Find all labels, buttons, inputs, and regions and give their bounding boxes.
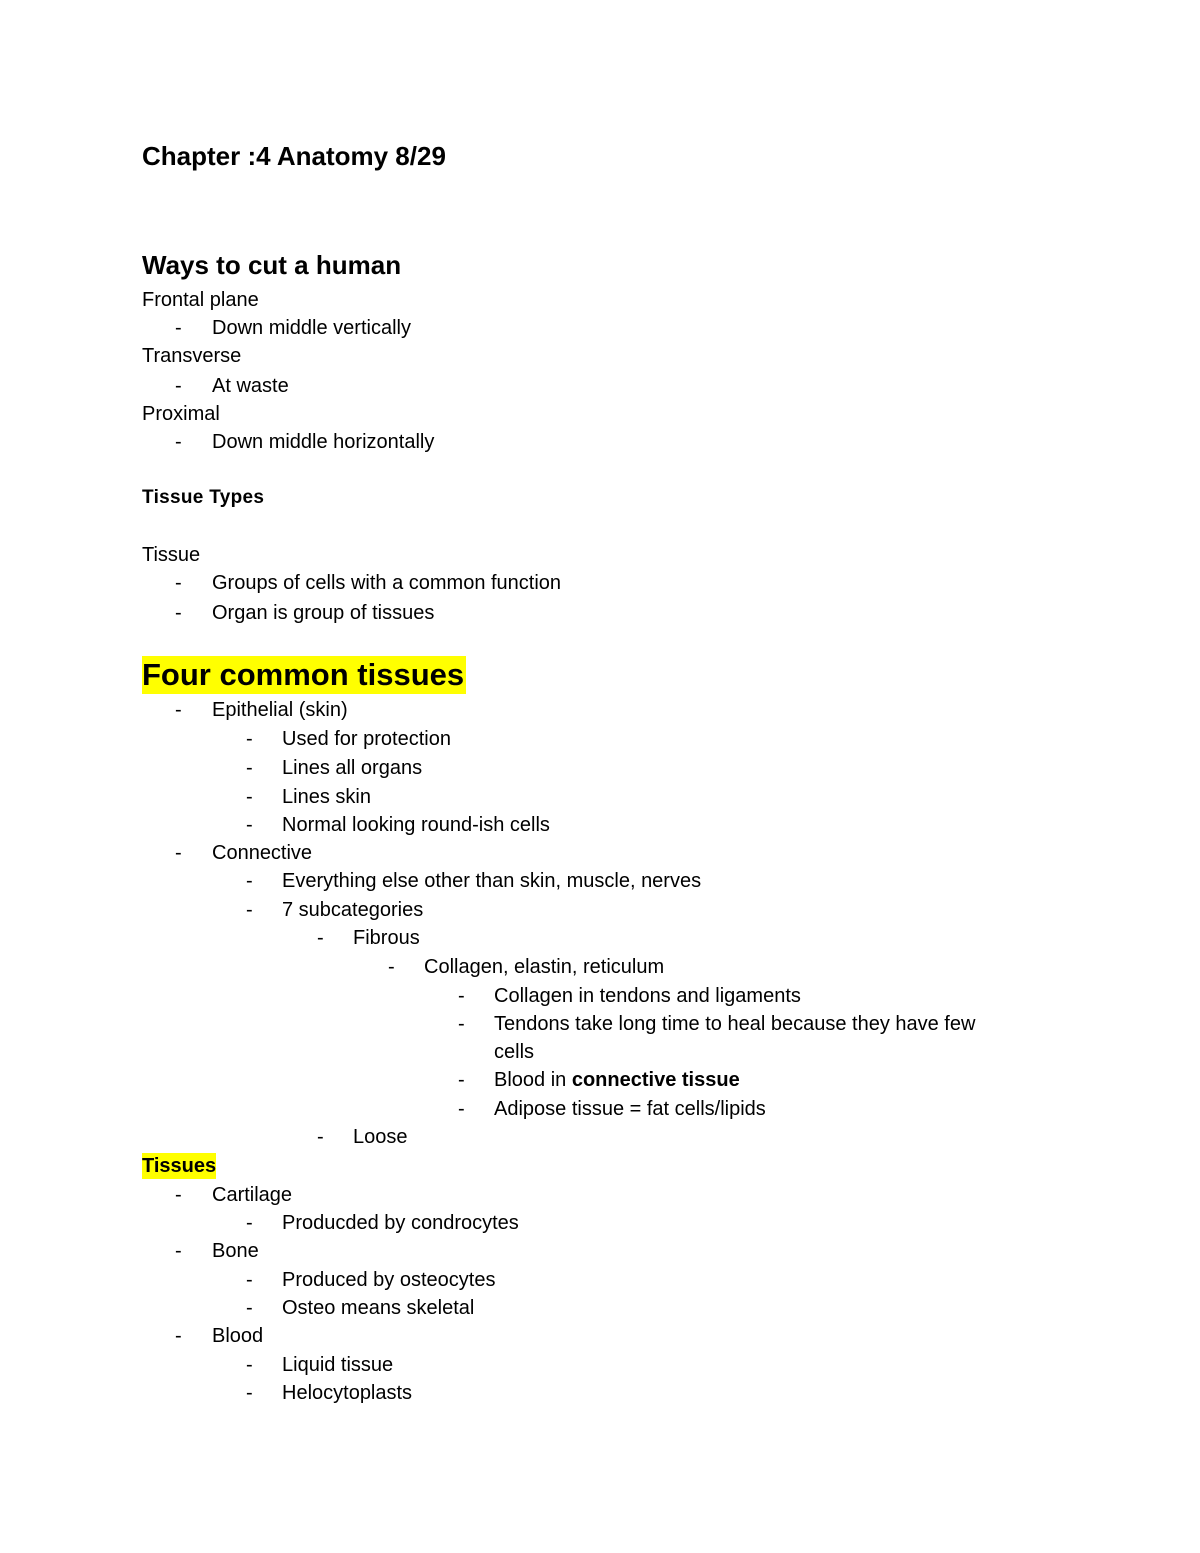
- term-detail: Collagen, elastin, reticulum: [424, 956, 665, 978]
- term-label: Epithelial (skin): [212, 699, 348, 721]
- bullet: -: [246, 728, 253, 750]
- bullet: -: [175, 572, 182, 594]
- term-detail: Organ is group of tissues: [212, 602, 435, 624]
- bullet: -: [246, 899, 253, 921]
- bullet: -: [246, 1297, 253, 1319]
- bullet: -: [458, 1069, 465, 1091]
- term-detail: Produced by osteocytes: [282, 1269, 496, 1291]
- four-common-tissues-heading: Four common tissues: [142, 657, 465, 692]
- term-detail: Helocytoplasts: [282, 1382, 413, 1404]
- bullet: -: [175, 375, 182, 397]
- tissue-types-heading: Tissue Types: [142, 487, 265, 508]
- bullet: -: [175, 1240, 182, 1262]
- bullet: -: [175, 1325, 182, 1347]
- bullet: -: [458, 985, 465, 1007]
- bullet: -: [175, 317, 182, 339]
- bullet: -: [458, 1013, 465, 1035]
- term-label: Frontal plane: [142, 289, 259, 311]
- term-detail: Producded by condrocytes: [282, 1212, 519, 1234]
- bullet: -: [317, 927, 324, 949]
- term-label: Cartilage: [212, 1184, 293, 1206]
- term-detail: At waste: [212, 375, 289, 397]
- term-detail: Osteo means skeletal: [282, 1297, 475, 1319]
- bullet: -: [175, 431, 182, 453]
- bullet: -: [317, 1126, 324, 1148]
- section-title-ways-to-cut: Ways to cut a human: [142, 250, 402, 280]
- term-label: Connective: [212, 842, 313, 864]
- bullet: -: [175, 602, 182, 624]
- term-detail: Lines all organs: [282, 757, 423, 779]
- term-detail: Used for protection: [282, 728, 451, 750]
- term-detail: Down middle horizontally: [212, 431, 435, 453]
- bullet: -: [246, 1212, 253, 1234]
- term-label: Fibrous: [353, 927, 420, 949]
- term-detail: Down middle vertically: [212, 317, 411, 339]
- tissues-heading: Tissues: [142, 1155, 217, 1177]
- term-label: Bone: [212, 1240, 259, 1262]
- blood-prefix-text: Blood in: [494, 1069, 572, 1091]
- term-detail: Normal looking round-ish cells: [282, 814, 550, 836]
- bold-text: connective tissue: [571, 1069, 740, 1091]
- term-detail: Tendons take long time to heal because they have few: [494, 1013, 976, 1035]
- term-detail: cells: [494, 1041, 535, 1063]
- bullet: -: [246, 1269, 253, 1291]
- bullet: -: [175, 842, 182, 864]
- term-detail: [494, 1066, 740, 1094]
- bullet: -: [175, 1184, 182, 1206]
- bullet: -: [246, 870, 253, 892]
- term-detail: Lines skin: [282, 786, 371, 808]
- term-detail: 7 subcategories: [282, 899, 424, 921]
- term-detail: Adipose tissue = fat cells/lipids: [494, 1098, 766, 1120]
- bullet: -: [175, 699, 182, 721]
- term-label: Loose: [353, 1126, 408, 1148]
- term-label: Tissue: [142, 544, 201, 566]
- term-detail: Liquid tissue: [282, 1354, 394, 1376]
- term-label: Transverse: [142, 345, 242, 367]
- bullet: -: [246, 1354, 253, 1376]
- bullet: -: [458, 1098, 465, 1120]
- bullet: -: [246, 757, 253, 779]
- bullet: -: [388, 956, 395, 978]
- bullet: -: [246, 1382, 253, 1404]
- chapter-title: Chapter :4 Anatomy 8/29: [142, 141, 446, 171]
- term-detail: Groups of cells with a common function: [212, 572, 562, 594]
- bullet: -: [246, 814, 253, 836]
- term-detail: Everything else other than skin, muscle, nerves: [282, 870, 702, 892]
- term-label: Blood: [212, 1325, 264, 1347]
- term-detail: Collagen in tendons and ligaments: [494, 985, 801, 1007]
- bullet: -: [246, 786, 253, 808]
- term-label: Proximal: [142, 403, 220, 425]
